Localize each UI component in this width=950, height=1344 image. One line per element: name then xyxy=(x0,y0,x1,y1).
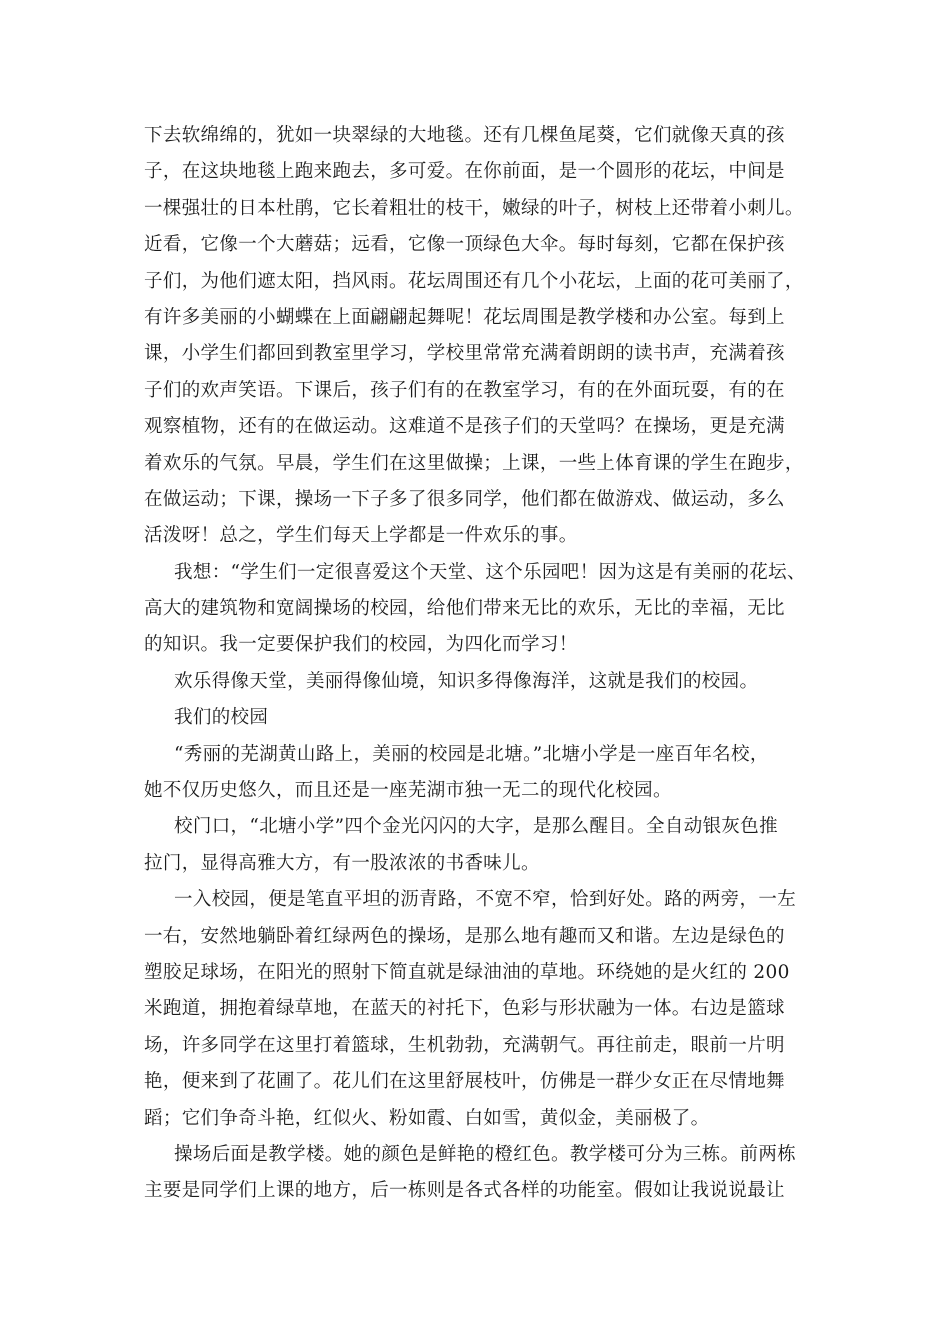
text-line: 在做运动；下课，操场一下子多了很多同学，他们都在做游戏、做运动，多么 xyxy=(144,488,785,510)
text-line: 场，许多同学在这里打着篮球，生机勃勃，充满朝气。再往前走，眼前一片明 xyxy=(144,1034,785,1056)
text-line: 子们的欢声笑语。下课后，孩子们有的在教室学习，有的在外面玩耍，有的在 xyxy=(144,379,785,401)
text-line: 子，在这块地毯上跑来跑去，多可爱。在你前面，是一个圆形的花坛，中间是 xyxy=(144,161,785,183)
text-line: 一入校园，便是笔直平坦的沥青路，不宽不窄，恰到好处。路的两旁，一左 xyxy=(174,889,797,911)
text-line: 着欢乐的气氛。早晨，学生们在这里做操；上课，一些上体育课的学生在跑步， xyxy=(144,452,804,474)
text-line: 子们，为他们遮太阳，挡风雨。花坛周围还有几个小花坛，上面的花可美丽了， xyxy=(144,270,804,292)
text-line: 我想：“学生们一定很喜爱这个天堂、这个乐园吧！因为这是有美丽的花坛、 xyxy=(174,561,806,583)
text-line: 一棵强壮的日本杜鹃，它长着粗壮的枝干，嫩绿的叶子，树枝上还带着小刺儿。 xyxy=(144,197,804,219)
text-line: 近看，它像一个大蘑菇；远看，它像一顶绿色大伞。每时每刻，它都在保护孩 xyxy=(144,234,785,256)
text-line: 塑胶足球场，在阳光的照射下简直就是绿油油的草地。环绕她的是火红的 200 xyxy=(144,961,790,983)
text-line: 有许多美丽的小蝴蝶在上面翩翩起舞呢！花坛周围是教学楼和办公室。每到上 xyxy=(144,306,785,328)
text-line: 拉门，显得高雅大方，有一股浓浓的书香味儿。 xyxy=(144,852,540,874)
text-line: 蹈；它们争奇斗艳，红似火、粉如霞、白如雪，黄似金，美丽极了。 xyxy=(144,1107,710,1129)
section-heading: 我们的校园 xyxy=(174,707,269,729)
text-line: 她不仅历史悠久，而且还是一座芜湖市独一无二的现代化校园。 xyxy=(144,780,672,802)
text-line: 主要是同学们上课的地方，后一栋则是各式各样的功能室。假如让我说说最让 xyxy=(144,1180,785,1202)
document-body xyxy=(144,118,824,1210)
text-line: 活泼呀！总之，学生们每天上学都是一件欢乐的事。 xyxy=(144,525,578,547)
text-line: 下去软绵绵的，犹如一块翠绿的大地毯。还有几棵鱼尾葵，它们就像天真的孩 xyxy=(144,125,785,146)
text-line: 高大的建筑物和宽阔操场的校园，给他们带来无比的欢乐，无比的幸福，无比 xyxy=(144,598,785,620)
text-line: “秀丽的芜湖黄山路上，美丽的校园是北塘。”北塘小学是一座百年名校， xyxy=(174,743,769,765)
text-line: 课，小学生们都回到教室里学习，学校里常常充满着朗朗的读书声，充满着孩 xyxy=(144,343,785,365)
text-line: 米跑道，拥抱着绿草地，在蓝天的衬托下，色彩与形状融为一体。右边是篮球 xyxy=(144,998,785,1020)
text-line: 校门口，“北塘小学”四个金光闪闪的大字，是那么醒目。全自动银灰色推 xyxy=(174,816,778,838)
text-line: 的知识。我一定要保护我们的校园，为四化而学习！ xyxy=(144,634,578,656)
text-line: 艳，便来到了花圃了。花儿们在这里舒展枝叶，仿佛是一群少女正在尽情地舞 xyxy=(144,1071,785,1093)
text-line: 一右，安然地躺卧着红绿两色的操场，是那么地有趣而又和谐。左边是绿色的 xyxy=(144,925,785,947)
text-line: 欢乐得像天堂，美丽得像仙境，知识多得像海洋，这就是我们的校园。 xyxy=(174,670,759,692)
text-line: 操场后面是教学楼。她的颜色是鲜艳的橙红色。教学楼可分为三栋。前两栋 xyxy=(174,1143,797,1165)
text-line: 观察植物，还有的在做运动。这难道不是孩子们的天堂吗？在操场，更是充满 xyxy=(144,416,785,438)
